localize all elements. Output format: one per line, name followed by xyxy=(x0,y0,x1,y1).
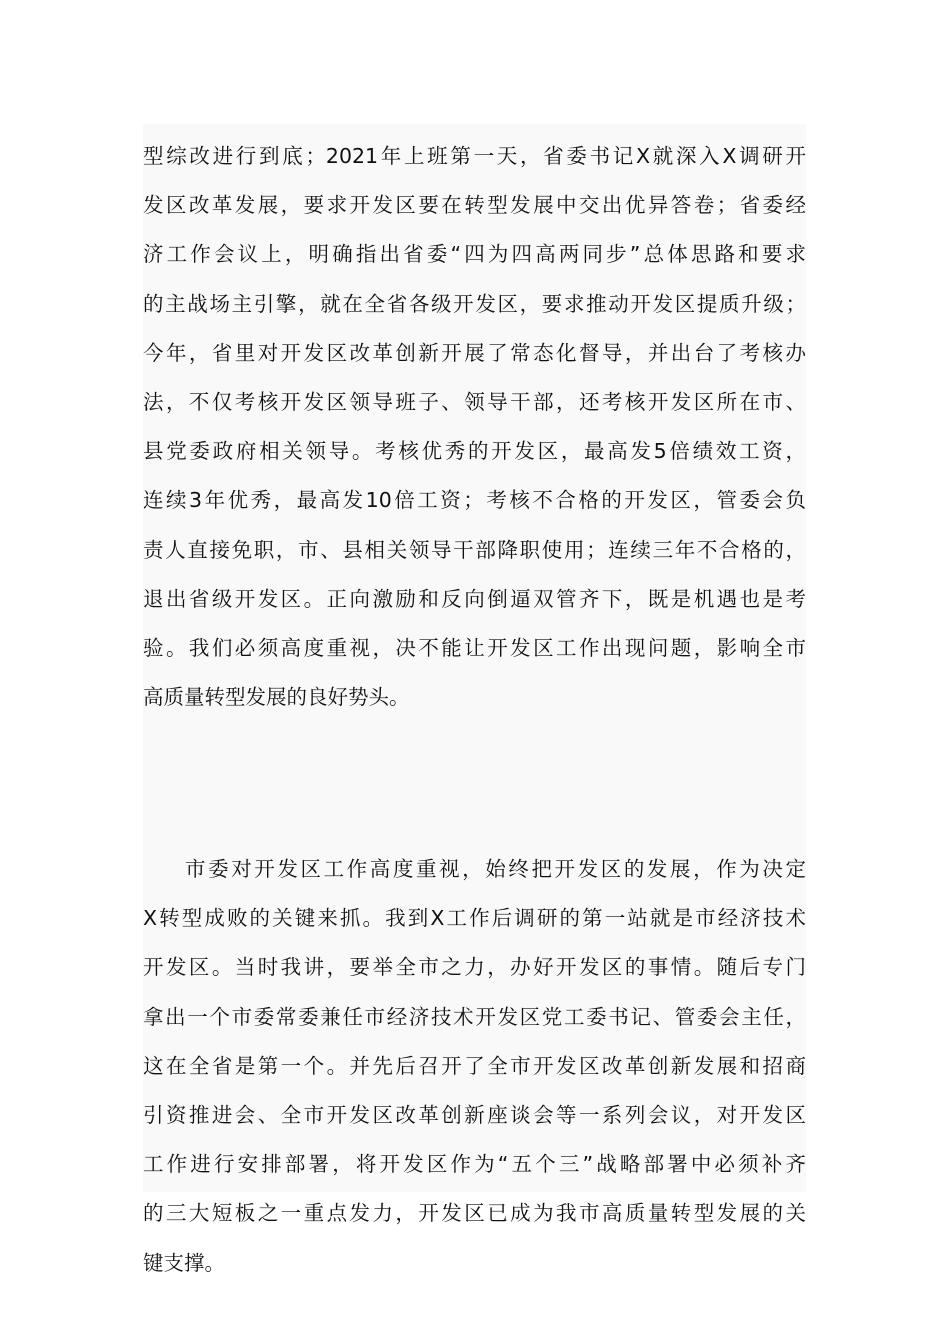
paragraph-line: 的主战场主引擎，就在全省各级开发区，要求推动开发区提质升级； xyxy=(143,291,806,316)
paragraph-line: 市委对开发区工作高度重视，始终把开发区的发展，作为决定 xyxy=(185,857,806,881)
paragraph-line: 开发区。当时我讲，要举全市之力，办好开发区的事情。随后专门 xyxy=(143,955,806,980)
paragraph-line: 型综改进行到底；2021年上班第一天，省委书记X就深入X调研开 xyxy=(143,144,806,168)
paragraph-line: 的三大短板之一重点发力，开发区已成为我市高质量转型发展的关 xyxy=(143,1201,806,1226)
paragraph-line: X转型成败的关键来抓。我到X工作后调研的第一站就是市经济技术 xyxy=(143,906,806,931)
paragraph-line: 法，不仅考核开发区领导班子、领导干部，还考核开发区所在市、 xyxy=(143,390,806,415)
paragraph-line: 这在全省是第一个。并先后召开了全市开发区改革创新发展和招商 xyxy=(143,1053,806,1078)
paragraph-line: 济工作会议上，明确指出省委“四为四高两同步”总体思路和要求 xyxy=(143,242,806,267)
paragraph-line: 发区改革发展，要求开发区要在转型发展中交出优异答卷；省委经 xyxy=(143,193,806,218)
paragraph-line: 连续3年优秀，最高发10倍工资；考核不合格的开发区，管委会负 xyxy=(143,488,806,513)
paragraph-line: 引资推进会、全市开发区改革创新座谈会等一系列会议，对开发区 xyxy=(143,1103,806,1128)
paragraph-1 xyxy=(143,132,806,722)
paragraph-line: 高质量转型发展的良好势头。 xyxy=(143,685,410,710)
paragraph-line: 县党委政府相关领导。考核优秀的开发区，最高发5倍绩效工资， xyxy=(143,439,806,464)
paragraph-line: 验。我们必须高度重视，决不能让开发区工作出现问题，影响全市 xyxy=(143,636,806,661)
paragraph-line: 责人直接免职，市、县相关领导干部降职使用；连续三年不合格的， xyxy=(143,537,806,562)
paragraph-2 xyxy=(143,845,806,1288)
text-block xyxy=(143,124,806,1275)
paragraph-line: 工作进行安排部署，将开发区作为“五个三”战略部署中必须补齐 xyxy=(143,1152,806,1177)
paragraph-line: 今年，省里对开发区改革创新开展了常态化督导，并出台了考核办 xyxy=(143,340,806,365)
paragraph-line: 拿出一个市委常委兼任市经济技术开发区党工委书记、管委会主任， xyxy=(143,1004,806,1029)
paragraph-line: 退出省级开发区。正向激励和反向倒逼双管齐下，既是机遇也是考 xyxy=(143,586,806,611)
paragraph-line: 键支撑。 xyxy=(143,1250,225,1275)
